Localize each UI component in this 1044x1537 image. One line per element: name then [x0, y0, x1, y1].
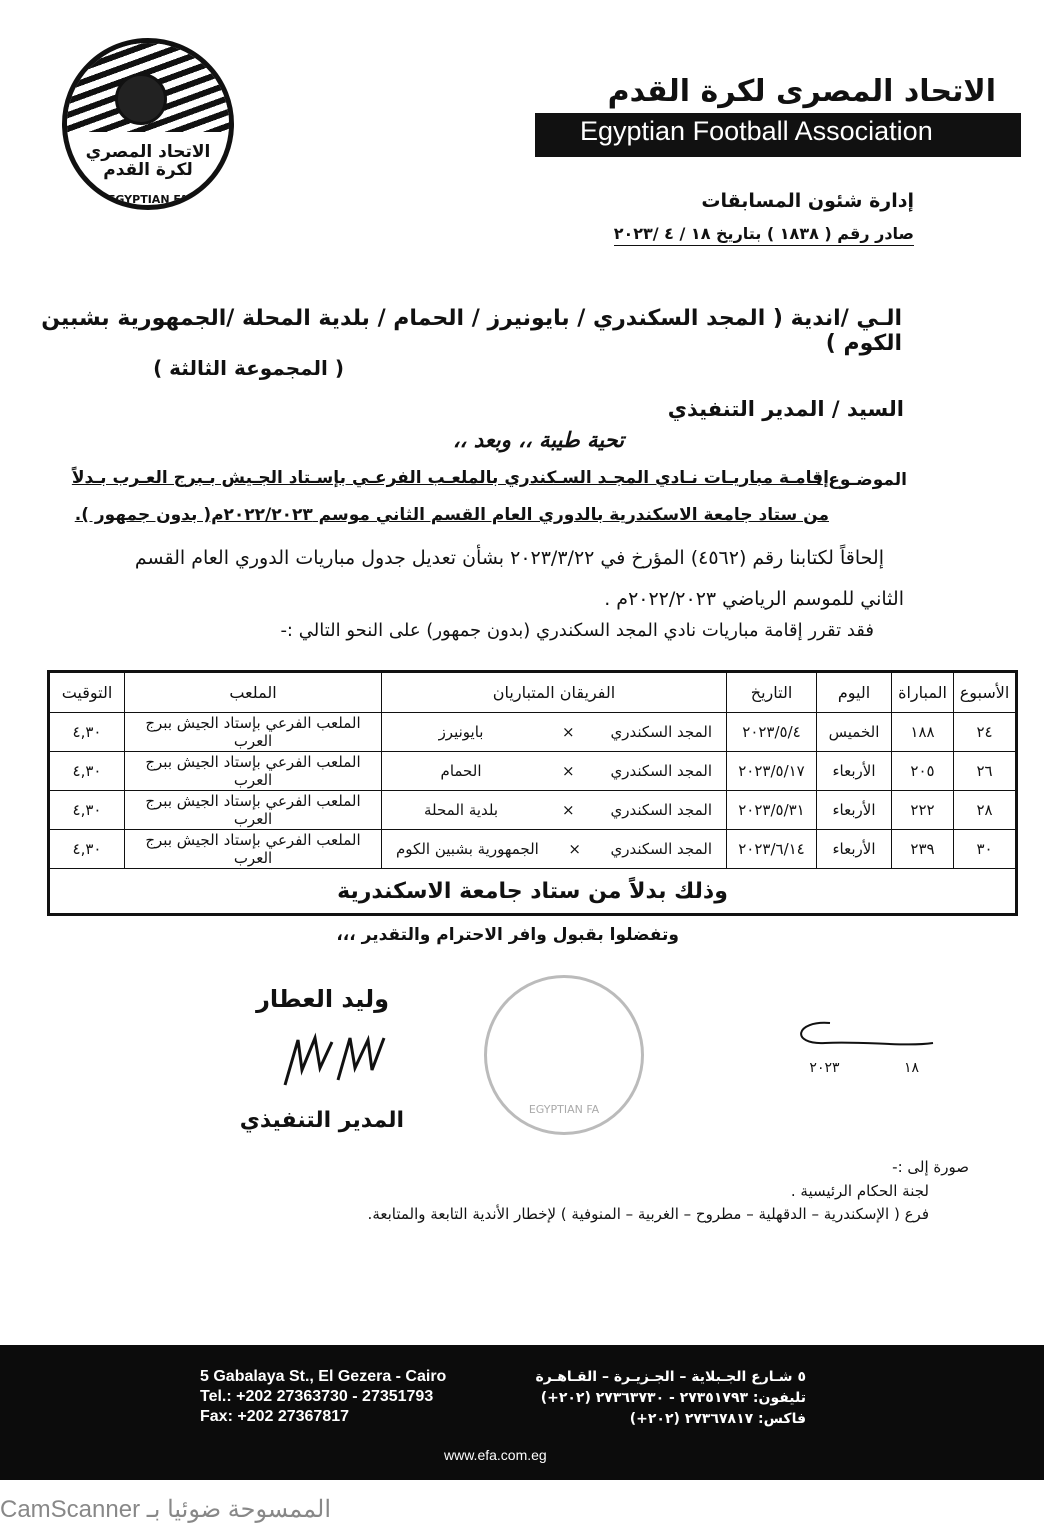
match-schedule-table: [47, 670, 1018, 916]
closing: وتفضلوا بقبول وافر الاحترام والتقدير ،،،: [336, 925, 679, 945]
date: ٢٠٢٣/٥/٤: [727, 713, 817, 752]
title-english: Egyptian Football Association: [535, 113, 1021, 157]
initials-date: ١٨ ٢٠٢٣: [809, 1060, 919, 1076]
reference-line: صادر رقم ( ١٨٣٨ ) بتاريخ ١٨ / ٤ /٢٠٢٣: [614, 224, 914, 246]
teams: المجد السكندري × بايونيرز: [382, 713, 727, 752]
match-number: ١٨٨: [892, 713, 954, 752]
teams: المجد السكندري × بلدية المحلة: [382, 791, 727, 830]
letterhead-footer: [0, 1345, 1044, 1480]
day: الأربعاء: [817, 830, 892, 869]
cc-item: فرع ( الإسكندرية – الدقهلية – مطروح – الغربية – المنوفية ) لإخطار الأندية التابعة والمتابعة.: [367, 1205, 929, 1223]
date: ٢٠٢٣/٥/١٧: [727, 752, 817, 791]
week: ٢٤: [954, 713, 1017, 752]
table-row: [49, 752, 1017, 791]
day: الأربعاء: [817, 752, 892, 791]
recipients-group: ( المجموعة الثالثة ): [153, 356, 344, 380]
table-row: [49, 713, 1017, 752]
subject-label: الموضـوع :: [815, 470, 907, 490]
cc-label: صورة إلى :-: [892, 1158, 969, 1176]
date: ٢٠٢٣/٦/١٤: [727, 830, 817, 869]
address-english: 5 Gabalaya St., El Gezera - Cairo Tel.: +202 27363730 - 27351793 Fax: +202 27367817: [200, 1368, 447, 1425]
signatory-title: المدير التنفيذي: [239, 1108, 404, 1133]
teams: المجد السكندري × الجمهورية بشبين الكوم: [382, 830, 727, 869]
kickoff-time: ٤,٣٠: [49, 791, 125, 830]
initials-scribble: [785, 1015, 935, 1055]
teams: المجد السكندري × الحمام: [382, 752, 727, 791]
camscanner-watermark: CamScanner الممسوحة ضوئيا بـ: [0, 1496, 332, 1523]
kickoff-time: ٤,٣٠: [49, 752, 125, 791]
website: www.efa.com.eg: [444, 1447, 547, 1463]
match-number: ٢٢٢: [892, 791, 954, 830]
stadium: الملعب الفرعي بإستاد الجيش ببرج العرب: [125, 713, 382, 752]
table-footer-row: وذلك بدلاً من ستاد جامعة الاسكندرية: [49, 869, 1017, 915]
official-stamp: EGYPTIAN FA: [484, 975, 644, 1135]
stadium: الملعب الفرعي بإستاد الجيش ببرج العرب: [125, 791, 382, 830]
stadium: الملعب الفرعي بإستاد الجيش ببرج العرب: [125, 752, 382, 791]
kickoff-time: ٤,٣٠: [49, 830, 125, 869]
day: الأربعاء: [817, 791, 892, 830]
cc-item: لجنة الحكام الرئيسية .: [790, 1182, 929, 1200]
match-number: ٢٣٩: [892, 830, 954, 869]
title-arabic: الاتحاد المصرى لكرة القدم: [607, 74, 996, 109]
body-paragraph-1: إلحاقاً لكتابنا رقم (٤٥٦٢) المؤرخ في ٢٠٢٣/٣/٢٢ بشأن تعديل جدول مباريات الدوري العام القسم: [134, 547, 884, 569]
efa-logo: الاتحاد المصري لكرة القدم EGYPTIAN FA: [62, 38, 234, 210]
date: ٢٠٢٣/٥/٣١: [727, 791, 817, 830]
body-paragraph-3: فقد تقرر إقامة مباريات نادي المجد السكندري (بدون جمهور) على النحو التالي :-: [280, 620, 874, 641]
recipients-clubs: الـي /اندية ( المجد السكندري / بايونيرز / الحمام / بلدية المحلة /الجمهورية بشبين الكوم ): [41, 306, 902, 356]
table-row: [49, 830, 1017, 869]
week: ٣٠: [954, 830, 1017, 869]
week: ٢٦: [954, 752, 1017, 791]
addressee: السيد / المدير التنفيذي: [667, 397, 904, 421]
department: إدارة شئون المسابقات: [701, 190, 914, 212]
signature-scribble: [280, 1030, 390, 1090]
table-row: [49, 791, 1017, 830]
kickoff-time: ٤,٣٠: [49, 713, 125, 752]
day: الخميس: [817, 713, 892, 752]
table-header-row: الأسبوع المباراة اليوم التاريخ الفريقان المتباريان الملعب التوقيت: [49, 672, 1017, 713]
week: ٢٨: [954, 791, 1017, 830]
stadium: الملعب الفرعي بإستاد الجيش ببرج العرب: [125, 830, 382, 869]
signatory-name: وليد العطار: [256, 985, 389, 1013]
subject-line-1: إقامـة مباريـات نـادي المجـد السـكندري بالملعـب الفرعـي بإسـتاد الجـيش بـبرج العـرب بـدلاً: [71, 468, 829, 488]
address-arabic: ٥ شـارع الجـبلاية – الجـزيـرة – القـاهـرة تليفون: ٢٧٣٥١٧٩٣ - ٢٧٣٦٣٧٣٠ (٢٠٢+) فاكس: ٢٧٣٦٧٨١٧ (٢٠٢+): [535, 1369, 806, 1427]
body-paragraph-2: الثاني للموسم الرياضي ٢٠٢٢/٢٠٢٣م .: [604, 588, 904, 610]
football-icon: [115, 73, 167, 125]
subject-line-2: من ستاد جامعة الاسكندرية بالدوري العام القسم الثاني موسم ٢٠٢٢/٢٠٢٣م( بدون جمهور ).: [74, 505, 829, 525]
greeting: تحية طيبة ،، وبعد ،،: [452, 428, 624, 452]
match-number: ٢٠٥: [892, 752, 954, 791]
